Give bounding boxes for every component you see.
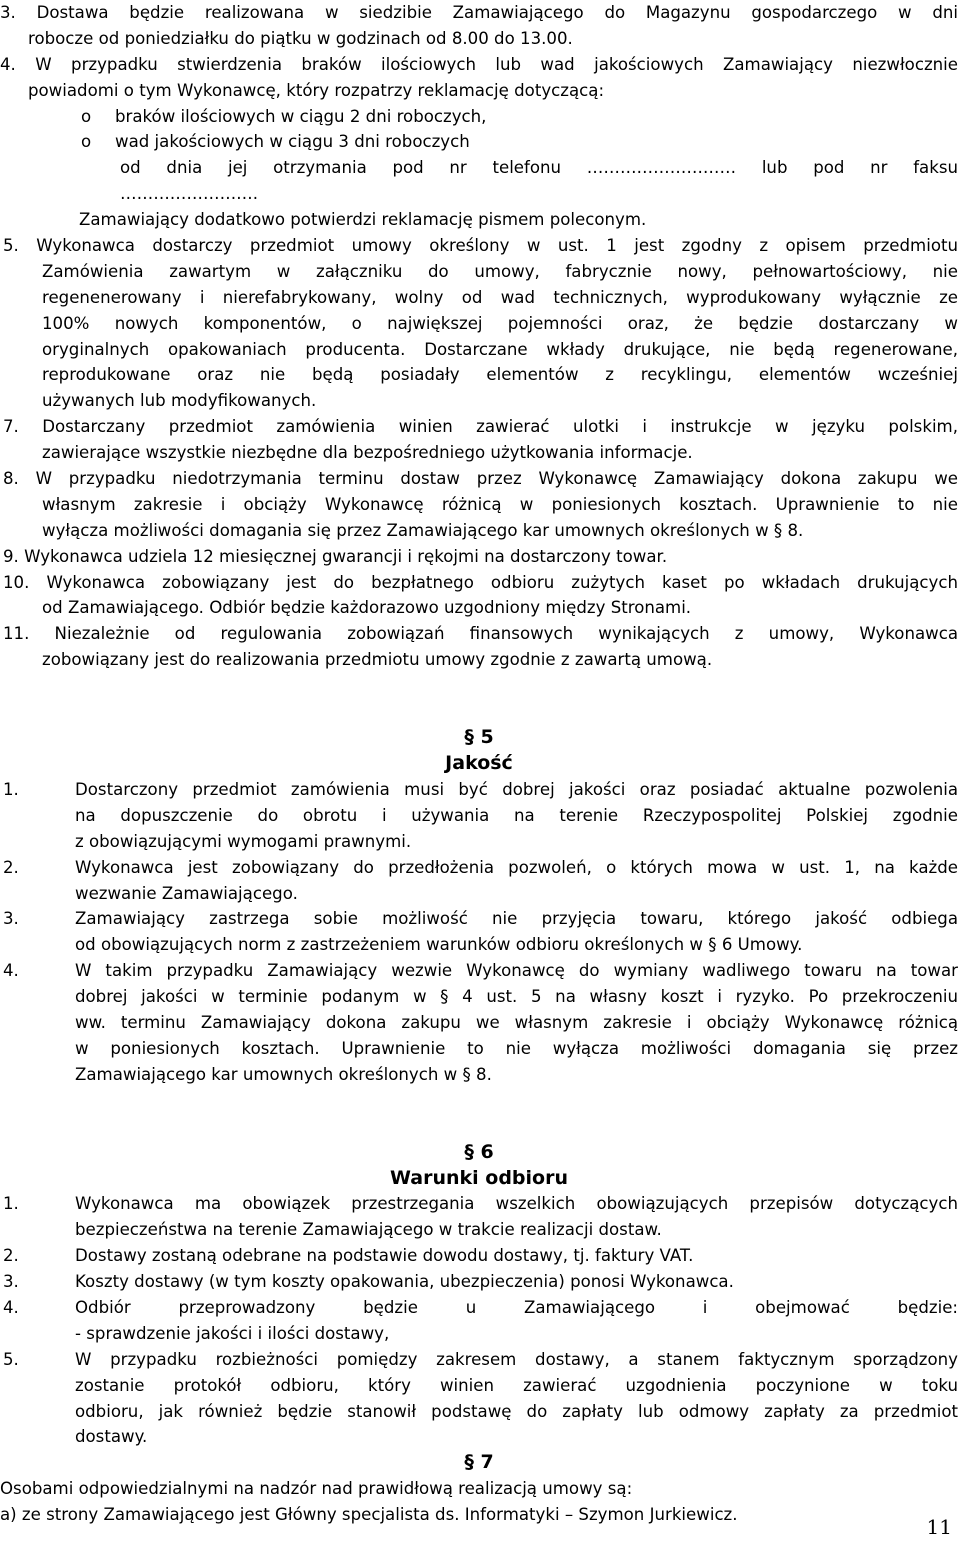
section-list xyxy=(0,777,958,1088)
item-number: 3. xyxy=(3,1272,19,1292)
item-text: Zamawiający zastrzega sobie możliwość nie przyjęcia towaru, którego jakość odbiega xyxy=(75,909,958,929)
item-text: Koszty dostawy (w tym koszty opakowania, ubezpieczenia) ponosi Wykonawca. xyxy=(75,1272,734,1292)
item-text: zostanie protokół odbioru, który winien zawierać uzgodnienia poczynione w toku xyxy=(75,1375,958,1395)
section-title: Warunki odbioru xyxy=(389,1166,568,1189)
item-number: 4. xyxy=(3,961,19,981)
item-text: odbioru, jak również będzie stanowił podstawę do zapłaty lub odmowy zapłaty za przedmiot xyxy=(75,1401,958,1421)
numbered-item-continuation xyxy=(0,1217,958,1243)
text-line: własnym zakresie i obciąży Wykonawcę różnicą w poniesionych kosztach. Uprawnienie to nie xyxy=(42,494,958,514)
item-text: na dopuszczenie do obrotu i używania na terenie Rzeczypospolitej Polskiej zgodnie xyxy=(75,805,958,825)
numbered-item xyxy=(0,1269,958,1295)
numbered-item-continuation xyxy=(0,1321,958,1347)
text-line: od Zamawiającego. Odbiór będzie każdorazowo uzgodniony między Stronami. xyxy=(42,598,692,618)
item-text: Dostawy zostaną odebrane na podstawie dowodu dostawy, tj. faktury VAT. xyxy=(75,1246,694,1266)
numbered-item-continuation xyxy=(0,1036,958,1062)
text-line: regenenerowany i nierefabrykowany, wolny od wad technicznych, wyprodukowany wyłącznie ze xyxy=(42,287,958,307)
numbered-item-continuation xyxy=(0,881,958,907)
numbered-item-continuation xyxy=(0,1062,958,1088)
item-number: 2. xyxy=(3,857,19,877)
item-text: wezwanie Zamawiającego. xyxy=(75,883,298,903)
list-item xyxy=(0,104,958,130)
item-number: 4. xyxy=(3,1297,19,1317)
text-line: a) ze strony Zamawiającego jest Główny specjalista ds. Informatyki – Szymon Jurkiewicz. xyxy=(0,1505,738,1525)
text-line: wyłącza możliwości domagania się przez Zamawiającego kar umownych określonych w § 8. xyxy=(42,520,804,540)
text-line: 100% nowych komponentów, o największej pojemności oraz, że będzie dostarczany w xyxy=(42,313,958,333)
item-text: bezpieczeństwa na terenie Zamawiającego w trakcie realizacji dostaw. xyxy=(75,1220,662,1240)
numbered-item xyxy=(0,777,958,803)
text-line: 5. Wykonawca dostarczy przedmiot umowy określony w ust. 1 jest zgodny z opisem przedmiotu xyxy=(3,236,958,256)
text-line: robocze od poniedziałku do piątku w godzinach od 8.00 do 13.00. xyxy=(28,28,573,48)
item-text: ww. terminu Zamawiający dokona zakupu we własnym zakresie i obciąży Wykonawcę różnicą xyxy=(75,1012,958,1032)
item-text: dobrej jakości w terminie podanym w § 4 ust. 5 na własny koszt i ryzyko. Po przekroczeniu xyxy=(75,987,958,1007)
text-line: od dnia jej otrzymania pod nr telefonu ……………………… lub pod nr faksu xyxy=(120,158,958,178)
section-title: Jakość xyxy=(445,752,513,775)
text-line: zawierające wszystkie niezbędne dla bezpośredniego użytkowania informacje. xyxy=(42,443,693,463)
text-line: 10. Wykonawca zobowiązany jest do bezpłatnego odbioru zużytych kaset po wkładach drukujących xyxy=(3,572,958,592)
item-text: W przypadku rozbieżności pomiędzy zakresem dostawy, a stanem faktycznym sporządzony xyxy=(75,1349,958,1369)
numbered-item xyxy=(0,958,958,984)
item-number: 1. xyxy=(3,1194,19,1214)
item-text: Dostarczony przedmiot zamówienia musi być dobrej jakości oraz posiadać aktualne pozwolenia xyxy=(75,779,958,799)
numbered-item xyxy=(0,906,958,932)
numbered-item-continuation xyxy=(0,1399,958,1425)
text-line: ……………………. xyxy=(120,184,259,204)
numbered-item-continuation xyxy=(0,803,958,829)
numbered-item-continuation xyxy=(0,1010,958,1036)
item-number: 1. xyxy=(3,779,19,799)
item-text: - sprawdzenie jakości i ilości dostawy, xyxy=(75,1323,390,1343)
text-line: Zamówienia zawartym w załączniku do umowy, fabrycznie nowy, pełnowartościowy, nie xyxy=(42,261,958,281)
item-number: 3. xyxy=(3,909,19,929)
text-line: reprodukowane oraz nie będą posiadały elementów z recyklingu, elementów wcześniej xyxy=(42,365,958,385)
numbered-item xyxy=(0,1191,958,1217)
list-item-text: braków ilościowych w ciągu 2 dni roboczych, xyxy=(115,106,487,126)
item-text: Wykonawca jest zobowiązany do przedłożenia pozwoleń, o których mowa w ust. 1, na każde xyxy=(75,857,958,877)
item-text: dostawy. xyxy=(75,1427,148,1447)
section-number: § 6 xyxy=(464,1140,494,1163)
item-text: z obowiązującymi wymogami prawnymi. xyxy=(75,831,412,851)
text-line: zobowiązany jest do realizowania przedmiotu umowy zgodnie z zawartą umową. xyxy=(42,650,713,670)
text-line: 3. Dostawa będzie realizowana w siedzibie Zamawiającego do Magazynu gospodarczego w dni xyxy=(0,3,958,22)
item-text: Zamawiającego kar umownych określonych w § 8. xyxy=(75,1064,492,1084)
bullet: o xyxy=(81,106,92,126)
text-line: 11. Niezależnie od regulowania zobowiązań finansowych wynikających z umowy, Wykonawca xyxy=(3,624,958,644)
text-line: Osobami odpowiedzialnymi na nadzór nad prawidłową realizacją umowy są: xyxy=(0,1479,633,1499)
list-item xyxy=(0,129,958,155)
numbered-item-continuation xyxy=(0,1373,958,1399)
item-text: w poniesionych kosztach. Uprawnienie to nie wyłącza możliwości domagania się przez xyxy=(75,1038,958,1058)
numbered-item-continuation xyxy=(0,984,958,1010)
page-number: 11 xyxy=(926,1515,952,1539)
section-number: § 7 xyxy=(464,1451,494,1474)
text-line: używanych lub modyfikowanych. xyxy=(42,391,317,411)
text-line: 4. W przypadku stwierdzenia braków ilościowych lub wad jakościowych Zamawiający niezwłocznie xyxy=(0,54,958,74)
text-line: 8. W przypadku niedotrzymania terminu dostaw przez Wykonawcę Zamawiający dokona zakupu we xyxy=(3,469,958,489)
numbered-item-continuation xyxy=(0,932,958,958)
numbered-item xyxy=(0,855,958,881)
numbered-item xyxy=(0,1347,958,1373)
text-line: 7. Dostarczany przedmiot zamówienia winien zawierać ulotki i instrukcje w języku polskim, xyxy=(3,417,958,437)
text-line: Zamawiający dodatkowo potwierdzi reklamację pismem poleconym. xyxy=(79,210,647,230)
numbered-item xyxy=(0,1295,958,1321)
numbered-item xyxy=(0,1243,958,1269)
numbered-item-continuation xyxy=(0,829,958,855)
item-text: Odbiór przeprowadzony będzie u Zamawiającego i obejmować będzie: xyxy=(75,1297,958,1317)
section-number: § 5 xyxy=(464,726,494,749)
item-text: od obowiązujących norm z zastrzeżeniem warunków odbioru określonych w § 6 Umowy. xyxy=(75,935,803,955)
text-line: oryginalnych opakowaniach producenta. Dostarczane wkłady drukujące, nie będą regenerowane, xyxy=(42,339,958,359)
text-line: 9. Wykonawca udziela 12 miesięcznej gwarancji i rękojmi na dostarczony towar. xyxy=(3,546,668,566)
numbered-item-continuation xyxy=(0,1424,958,1450)
item-number: 5. xyxy=(3,1349,19,1369)
item-text: Wykonawca ma obowiązek przestrzegania wszelkich obowiązujących przepisów dotyczących xyxy=(75,1194,958,1214)
section-list xyxy=(0,1191,958,1450)
item-text: W takim przypadku Zamawiający wezwie Wykonawcę do wymiany wadliwego towaru na towar xyxy=(75,961,958,981)
list-item-text: wad jakościowych w ciągu 3 dni roboczych xyxy=(115,132,470,152)
item-number: 2. xyxy=(3,1246,19,1266)
text-line: powiadomi o tym Wykonawcę, który rozpatrzy reklamację dotyczącą: xyxy=(28,80,605,100)
bullet: o xyxy=(81,132,92,152)
